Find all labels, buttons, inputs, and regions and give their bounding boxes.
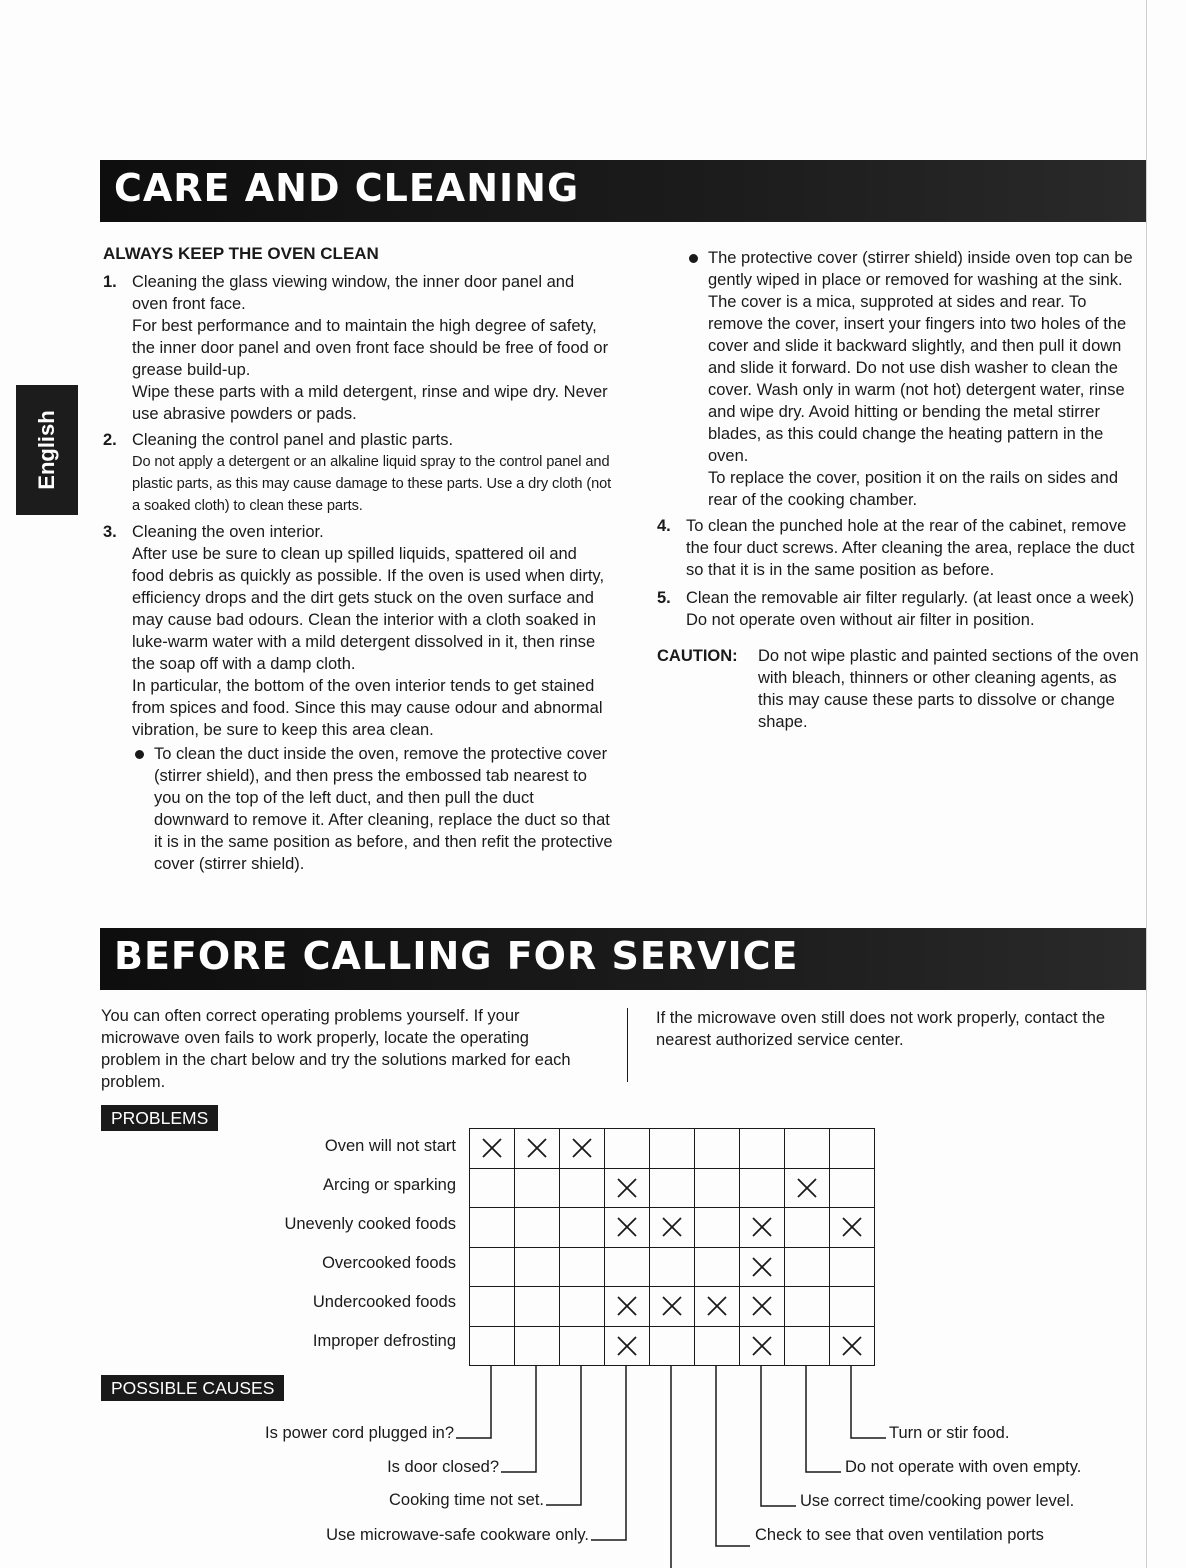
caution-label: CAUTION: xyxy=(657,647,738,665)
connector-line xyxy=(501,1366,536,1472)
care-heading: ALWAYS KEEP THE OVEN CLEAN xyxy=(103,244,379,263)
connector-line xyxy=(851,1366,886,1438)
item-number: 1. xyxy=(103,273,117,291)
cause-turn-stir-food: Turn or stir food. xyxy=(889,1424,1010,1442)
item-number: 2. xyxy=(103,431,117,449)
item-number: 3. xyxy=(103,523,117,541)
cause-door-closed: Is door closed? xyxy=(387,1458,499,1476)
bullet-text: To replace the cover, position it on the rails on sides and rear of the cooking chamber. xyxy=(708,469,1118,509)
bullet-text: The protective cover (stirrer shield) inside oven top can be gently wiped in place or removed for washing at the sink. The cover is a mica, supproted at sides and rear. To remove the cover, insert your fingers into two holes of the cover and slide it backward slightly, and then pull it down and slide it forward. Do not use dish washer to clean the cover. Wash only in warm (not hot) detergent water, rinse and wipe dry. Avoid hitting or bending the metal stirrer blades, as this could change the heating pattern in the oven. xyxy=(708,249,1133,465)
connector-line xyxy=(546,1366,581,1505)
item-number: 4. xyxy=(657,517,671,535)
problems-label: PROBLEMS xyxy=(101,1105,218,1131)
possible-causes-label: POSSIBLE CAUSES xyxy=(101,1375,284,1401)
item-text: Cleaning the control panel and plastic parts. xyxy=(132,431,454,449)
item-text: Do not apply a detergent or an alkaline liquid spray to the control panel and plastic parts, as this may cause damage to these parts. Use a dry cloth (not a soaked cloth) to clean these parts. xyxy=(132,454,612,514)
connector-line xyxy=(591,1366,626,1540)
cause-cooking-time: Cooking time not set. xyxy=(389,1491,544,1509)
problem-label: Oven will not start xyxy=(324,1137,456,1155)
problem-label: Arcing or sparking xyxy=(323,1176,456,1194)
problem-label: Overcooked foods xyxy=(322,1254,456,1272)
connector-line xyxy=(716,1366,750,1546)
connector-line xyxy=(456,1366,491,1438)
item-text: For best performance and to maintain the high degree of safety, the inner door panel and oven front face should be free of food or grease build-up. xyxy=(132,317,609,379)
care-and-cleaning-title: CARE AND CLEANING xyxy=(114,166,580,210)
item-text: Wipe these parts with a mild detergent, rinse and wipe dry. Never use abrasive powders or pads. xyxy=(132,383,608,423)
problem-label: Unevenly cooked foods xyxy=(284,1215,456,1233)
service-intro-right: If the microwave oven still does not work properly, contact the nearest authorized service center. xyxy=(656,1009,1106,1049)
item-number: 5. xyxy=(657,589,671,607)
item-text: After use be sure to clean up spilled liquids, spattered oil and food debris as quickly as possible. If the oven is used when dirty, efficiency drops and the dirt gets stuck on the oven surface and may cause bad odours. Clean the interior with a cloth soaked in luke-warm water with a mild detergent dissolved in it, then rinse the soap off with a damp cloth. xyxy=(132,545,605,673)
cause-cookware: Use microwave-safe cookware only. xyxy=(326,1526,589,1544)
item-text: Do not operate oven without air filter in position. xyxy=(686,611,1035,629)
problem-label: Undercooked foods xyxy=(312,1293,456,1311)
cause-ventilation-ports: Check to see that oven ventilation ports xyxy=(755,1526,1044,1544)
cause-power-cord: Is power cord plugged in? xyxy=(265,1424,454,1442)
item-text: Cleaning the glass viewing window, the inner door panel and oven front face. xyxy=(132,273,575,313)
service-intro-left: You can often correct operating problems yourself. If your microwave oven fails to work properly, locate the operating problem in the chart below and try the solutions marked for each problem. xyxy=(101,1007,571,1091)
connector-line xyxy=(806,1366,841,1472)
item-text: Clean the removable air filter regularly. (at least once a week) xyxy=(686,589,1135,607)
language-label: English xyxy=(34,410,59,490)
cause-time-power-level: Use correct time/cooking power level. xyxy=(800,1492,1075,1510)
service-title: BEFORE CALLING FOR SERVICE xyxy=(114,934,799,978)
problem-label: Improper defrosting xyxy=(312,1332,456,1350)
bullet-text: To clean the duct inside the oven, remove the protective cover (stirrer shield), and then press the embossed tab nearest to you on the top of the left duct, and then pull the duct downward to remove it. After cleaning, replace the duct so that it is in the same position as before, and then refit the protective cover (stirrer shield). xyxy=(154,745,613,873)
item-text: To clean the punched hole at the rear of the cabinet, remove the four duct screws. After cleaning the area, replace the duct so that it is in the same position as before. xyxy=(686,517,1135,579)
item-text: Cleaning the oven interior. xyxy=(132,523,324,541)
item-text: In particular, the bottom of the oven interior tends to get stained from spices and food. Since this may cause odour and abnormal vibration, be sure to keep this area clean. xyxy=(132,677,603,739)
connector-line xyxy=(761,1366,796,1506)
caution-text: Do not wipe plastic and painted sections of the oven with bleach, thinners or other cleaning agents, as this may cause these parts to dissolve or change shape. xyxy=(758,647,1139,731)
cause-oven-empty: Do not operate with oven empty. xyxy=(845,1458,1082,1476)
